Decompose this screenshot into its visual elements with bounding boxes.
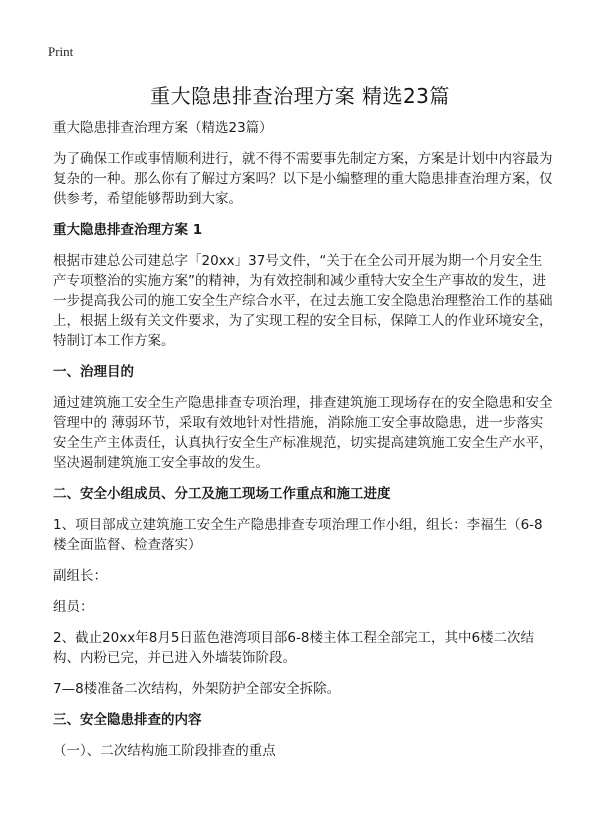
members-line: 组员：	[53, 599, 94, 615]
intro-paragraph: 为了确保工作或事情顺利进行，就不得不需要事先制定方案，方案是计划中内容最为复杂的一种。那么你有了解过方案吗？以下是小编整理的重大隐患排查治理方案，仅供参考，希望能够帮助到大家。	[53, 151, 553, 207]
document-subtitle: 重大隐患排查治理方案（精选23篇）	[53, 120, 273, 136]
heading-inspection: 三、安全隐患排查的内容	[53, 712, 202, 728]
team-item-1: 1、项目部成立建筑施工安全生产隐患排查专项治理工作小组，组长：李福生（6-8楼全面监督、检查落实）	[53, 517, 543, 553]
heading-purpose: 一、治理目的	[53, 364, 134, 380]
team-item-3: 7—8楼准备二次结构，外架防护全部安全拆除。	[53, 681, 341, 697]
heading-team: 二、安全小组成员、分工及施工现场工作重点和施工进度	[53, 486, 391, 502]
team-item-2: 2、截止20xx年8月5日蓝色港湾项目部6-8楼主体工程全部完工，其中6楼二次结构、内粉已完，并已进入外墙装饰阶段。	[53, 630, 535, 666]
page-title: 重大隐患排查治理方案 精选23篇	[150, 84, 450, 108]
sub-heading-secondary-structure: （一）、二次结构施工阶段排查的重点	[53, 743, 276, 759]
deputy-leader-line: 副组长：	[53, 568, 107, 584]
print-label[interactable]: Print	[48, 44, 74, 59]
section-1-title: 重大隐患排查治理方案 1	[53, 222, 203, 238]
section-1-paragraph: 根据市建总公司建总字「20xx」37号文件，“关于在全公司开展为期一个月安全生产专项整治的实施方案”的精神，为有效控制和减少重特大安全生产事故的发生，进一步提高我公司的施工安全生产综合水平，在过去施工安全隐患治理整治工作的基础上，根据上级有关文件要求，为了实现工程的安全目标，保障工人的作业环境安全，特制订本工作方案。	[53, 253, 553, 349]
document-body	[53, 118, 553, 772]
purpose-paragraph: 通过建筑施工安全生产隐患排查专项治理，排查建筑施工现场存在的安全隐患和安全管理中的 薄弱环节，采取有效地针对性措施，消除施工安全事故隐患，进一步落实安全生产主体责任，认真执行安全生产标准规范，切实提高建筑施工安全生产水平，坚决遏制建筑施工安全事故的发生。	[53, 395, 553, 471]
